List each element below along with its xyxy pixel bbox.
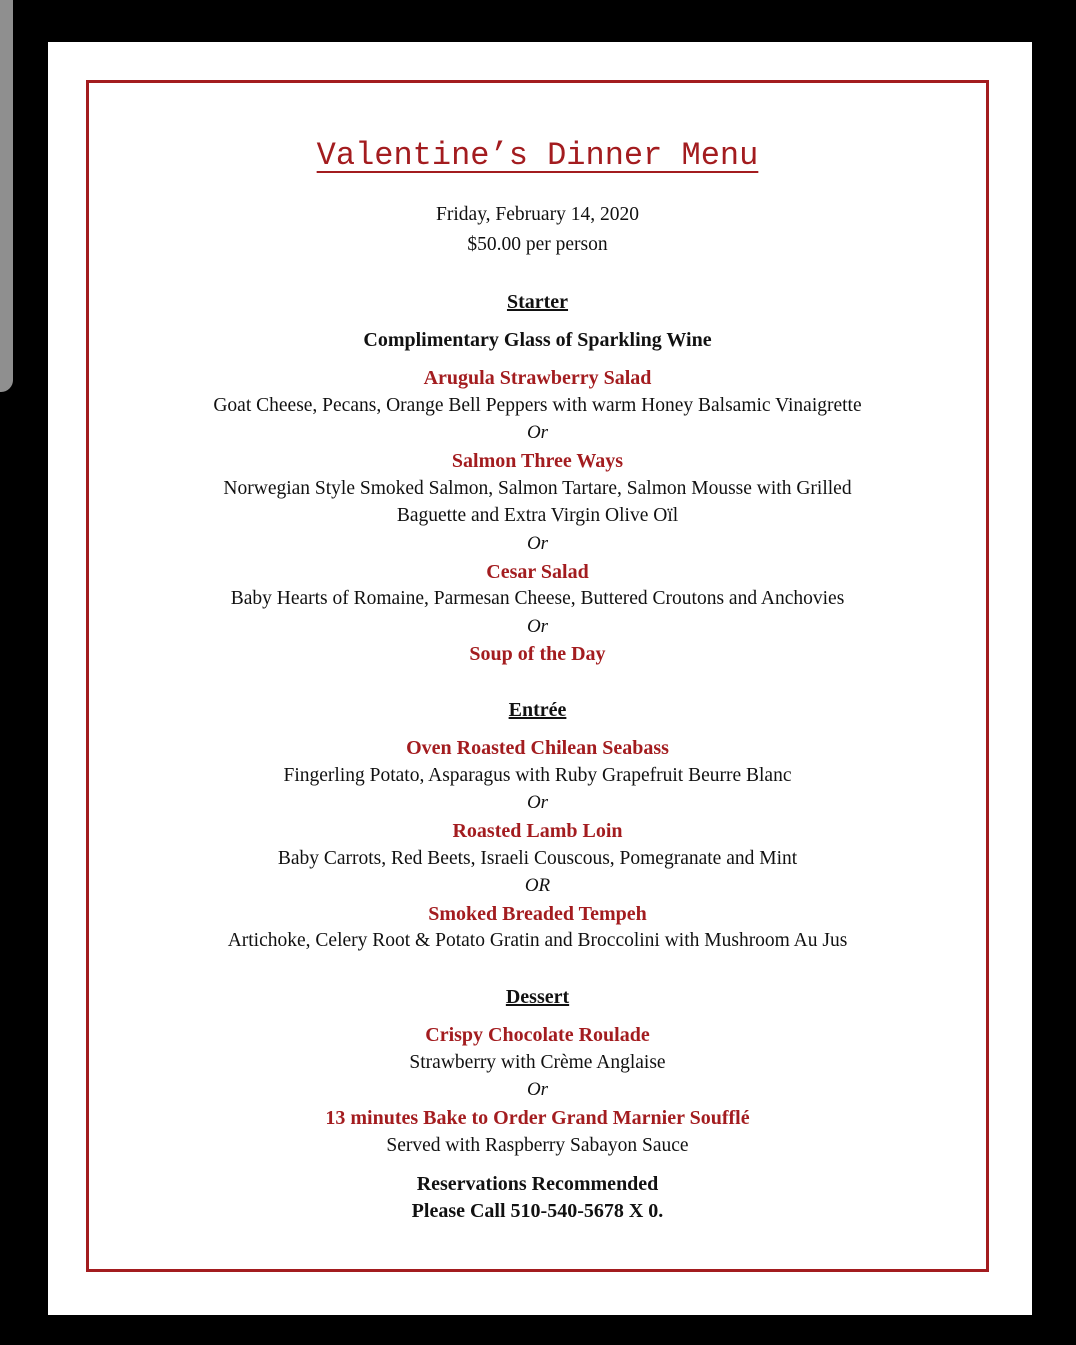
reservations-note: Reservations Recommended	[416, 1173, 659, 1195]
or-separator: Or	[526, 1079, 549, 1100]
menu-title: Valentine’s Dinner Menu	[316, 137, 759, 174]
dish-description: Baby Carrots, Red Beets, Israeli Couscous, Pomegranate and Mint	[277, 848, 798, 869]
or-separator: Or	[526, 616, 549, 637]
dish-description: Norwegian Style Smoked Salmon, Salmon Tartare, Salmon Mousse with Grilled	[223, 478, 852, 499]
scrollbar-handle[interactable]	[0, 0, 13, 392]
menu-border-frame	[86, 80, 989, 1272]
or-separator: OR	[524, 875, 551, 896]
dish-name: 13 minutes Bake to Order Grand Marnier Soufflé	[325, 1107, 750, 1129]
document-page	[48, 42, 1032, 1315]
dish-name: Arugula Strawberry Salad	[423, 367, 652, 389]
dish-description: Fingerling Potato, Asparagus with Ruby Grapefruit Beurre Blanc	[283, 765, 792, 786]
dish-name: Smoked Breaded Tempeh	[428, 903, 647, 925]
dish-description: Baby Hearts of Romaine, Parmesan Cheese, Buttered Croutons and Anchovies	[230, 588, 845, 609]
dish-description: Strawberry with Crème Anglaise	[409, 1052, 666, 1073]
or-separator: Or	[526, 422, 549, 443]
dish-name: Roasted Lamb Loin	[452, 820, 623, 842]
section-heading-dessert: Dessert	[505, 986, 570, 1008]
dish-description: Served with Raspberry Sabayon Sauce	[386, 1135, 689, 1156]
dish-description: Baguette and Extra Virgin Olive Oïl	[396, 505, 679, 526]
or-separator: Or	[526, 533, 549, 554]
dish-name: Soup of the Day	[469, 643, 606, 665]
dish-name: Crispy Chocolate Roulade	[425, 1024, 650, 1046]
section-heading-entree: Entrée	[508, 699, 567, 721]
dish-name: Oven Roasted Chilean Seabass	[406, 737, 669, 759]
dish-description: Artichoke, Celery Root & Potato Gratin and Broccolini with Mushroom Au Jus	[227, 930, 848, 951]
complimentary-wine: Complimentary Glass of Sparkling Wine	[363, 329, 712, 351]
or-separator: Or	[526, 792, 549, 813]
price-per-person: $50.00 per person	[467, 234, 608, 255]
dish-name: Salmon Three Ways	[451, 450, 624, 472]
phone-contact: Please Call 510-540-5678 X 0.	[411, 1200, 664, 1222]
event-date: Friday, February 14, 2020	[436, 204, 639, 225]
dish-name: Cesar Salad	[486, 561, 589, 583]
section-heading-starter: Starter	[506, 291, 569, 313]
dish-description: Goat Cheese, Pecans, Orange Bell Peppers with warm Honey Balsamic Vinaigrette	[213, 395, 862, 416]
